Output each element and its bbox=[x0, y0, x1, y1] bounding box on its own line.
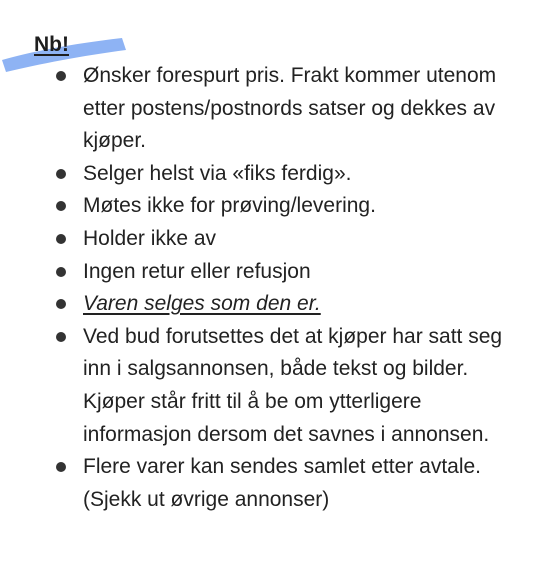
list-item-text-emphasized: Varen selges som den er. bbox=[83, 292, 321, 316]
bullet-icon bbox=[56, 462, 66, 472]
list-item-text: Møtes ikke for prøving/levering. bbox=[83, 194, 376, 218]
list-item bbox=[56, 256, 526, 289]
list-item bbox=[56, 321, 526, 451]
list-item-text: Ønsker forespurt pris. Frakt kommer utenom etter postens/postnords satser og dekkes av kjøper. bbox=[83, 64, 497, 153]
terms-list bbox=[56, 60, 526, 516]
bullet-icon bbox=[56, 169, 66, 179]
bullet-icon bbox=[56, 267, 66, 277]
list-item-text: Flere varer kan sendes samlet etter avtale. (Sjekk ut øvrige annonser) bbox=[83, 455, 482, 511]
bullet-icon bbox=[56, 71, 66, 81]
list-item-text: Ingen retur eller refusjon bbox=[83, 259, 311, 283]
bullet-icon bbox=[56, 201, 66, 211]
note-heading: Nb! bbox=[34, 33, 69, 56]
bullet-icon bbox=[56, 332, 66, 342]
list-item-text: Ved bud forutsettes det at kjøper har satt seg inn i salgsannonsen, både tekst og bilder. Kjøper står fritt til å be om ytterligere informasjon dersom det savnes i annonsen. bbox=[83, 324, 503, 446]
list-item bbox=[56, 223, 526, 256]
bullet-icon bbox=[56, 234, 66, 244]
list-item bbox=[56, 158, 526, 191]
list-item bbox=[56, 60, 526, 158]
bullet-icon bbox=[56, 299, 66, 309]
list-item-text: Selger helst via «fiks ferdig». bbox=[83, 161, 352, 185]
list-item-text: Holder ikke av bbox=[83, 226, 217, 250]
list-item bbox=[56, 190, 526, 223]
list-item bbox=[56, 288, 526, 321]
list-item bbox=[56, 451, 526, 516]
